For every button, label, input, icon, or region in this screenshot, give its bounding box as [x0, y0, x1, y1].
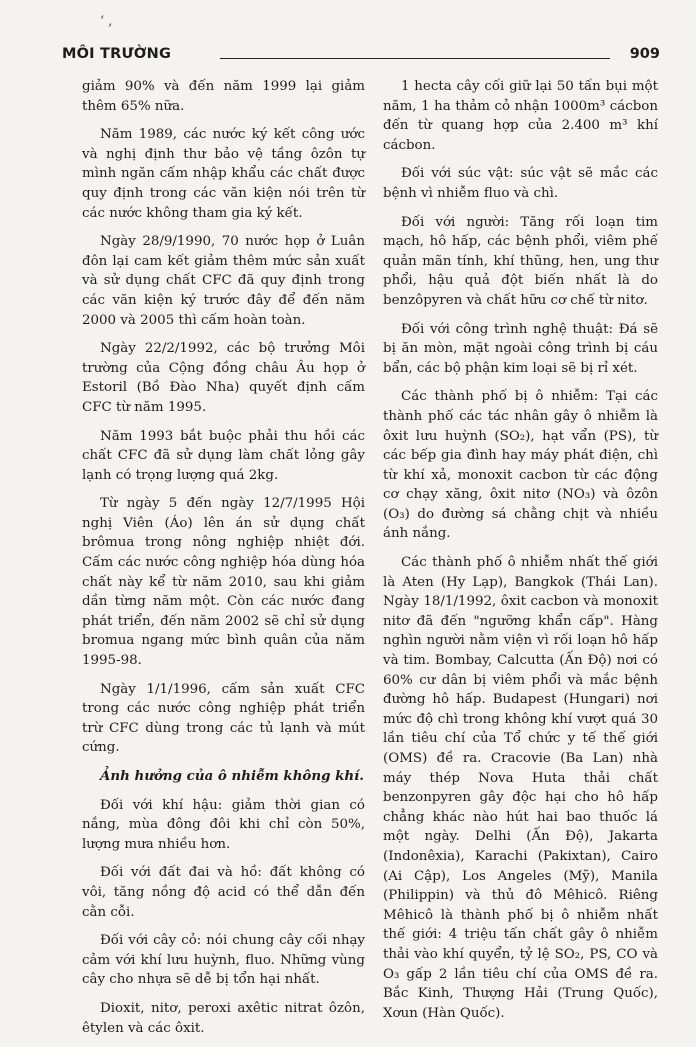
paragraph: Các thành phố ô nhiễm nhất thế giới là Aten (Hy Lạp), Bangkok (Thái Lan). Ngày 18/1/1992, ôxit cacbon và monoxit nitơ đã đến "ngưỡng khẩn cấp". Hàng nghìn người nằm viện vì rối loạn hô hấp và tim. Bombay, Calcutta (Ấn Độ) nơi có 60% cư dân bị viêm phổi và mắc bệnh đường hô hấp. Budapest (Hungari) nơi mức độ chì trong không khí vượt quá 30 lần tiêu chí của Tổ chức y tế thế giới (OMS) đề ra. Cracovie (Ba Lan) nhà máy thép Nova Huta thải chất benzonpyren gây độc hại cho hô hấp chẳng khác nào hút hai bao thuốc lá một ngày. Delhi (Ấn Độ), Jakarta (Indonêxia), Karachi (Pakixtan), Cairo (Ai Cập), Los Angeles (Mỹ), Manila (Philippin) và thủ đô Mêhicô. Riêng Mêhicô là thành phố bị ô nhiễm nhất thế giới: 4 triệu tấn chất gây ô nhiễm thải vào khí quyển, tỷ lệ SO₂, PS, CO và O₃ gấp 2 lần tiêu chí của OMS đề ra. Bắc Kinh, Thượng Hải (Trung Quốc), Xơun (Hàn Quốc).	[383, 555, 658, 1021]
paragraph: Ngày 22/2/1992, các bộ trưởng Môi trường của Cộng đồng châu Âu họp ở Estoril (Bồ Đào Nha) quyết định cấm CFC từ năm 1995.	[82, 341, 365, 415]
running-header	[62, 46, 660, 66]
left-column	[82, 77, 365, 1047]
paragraph: Đối với khí hậu: giảm thời gian có nắng, mùa đông đôi khi chỉ còn 50%, lượng mưa nhiều hơn.	[82, 797, 365, 852]
corner-mark: ‘ ,	[100, 14, 113, 29]
paragraph: Ngày 28/9/1990, 70 nước họp ở Luân đôn lại cam kết giảm thêm mức sản xuất và sử dụng chất CFC đã quy định trong các văn kiện ký trước đây để đến năm 2000 và 2005 thì cấm hoàn toàn.	[82, 234, 365, 328]
paragraph: Đối với công trình nghệ thuật: Đá sẽ bị ăn mòn, mặt ngoài công trình bị cáu bẩn, các bộ phận kim loại sẽ bị rỉ xét.	[383, 321, 658, 376]
paragraph: Đối với súc vật: súc vật sẽ mắc các bệnh vì nhiễm fluo và chì.	[383, 166, 658, 201]
paragraph: Dioxit, nitơ, peroxi axêtic nitrat ôzôn, êtylen và các ôxit.	[82, 1000, 365, 1036]
header-rule	[220, 58, 610, 59]
paragraph: Các thành phố bị ô nhiễm: Tại các thành phố các tác nhân gây ô nhiễm là ôxit lưu huỳnh (SO₂), hạt vẩn (PS), từ các bếp gia đình hay máy phát điện, chì từ khí xả, monoxit cacbon từ các động cơ chạy xăng, ôxit nitơ (NO₃) và ôzôn (O₃) do đường sá chằng chịt và nhiều ánh nắng.	[383, 389, 658, 542]
right-column	[383, 77, 658, 1032]
paragraph: Năm 1993 bắt buộc phải thu hồi các chất CFC đã sử dụng làm chất lỏng gây lạnh có trọng lượng quá 2kg.	[82, 428, 365, 483]
paragraph: Đối với người: Tăng rối loạn tim mạch, hô hấp, các bệnh phổi, viêm phế quản mãn tính, khí thũng, hen, ung thư phổi, hậu quả đột biến nhất là do benzôpyren và chất hữu cơ chế từ nitơ.	[383, 214, 658, 308]
paragraph: Từ ngày 5 đến ngày 12/7/1995 Hội nghị Viên (Áo) lên án sử dụng chất brômua trong nông nghiệp nhiệt đới. Cấm các nước công nghiệp hóa dùng hóa chất này kể từ năm 2010, sau khi giảm dần từng năm một. Còn các nước đang phát triển, đến năm 2002 sẽ chỉ sử dụng bromua ngang mức bình quân của năm 1995-98.	[82, 496, 365, 669]
section-heading: Ảnh hưởng của ô nhiễm không khí.	[100, 768, 364, 784]
page-number: 909	[629, 46, 660, 62]
paragraph: giảm 90% và đến năm 1999 lại giảm thêm 65% nữa.	[82, 79, 365, 114]
paragraph: Ngày 1/1/1996, cấm sản xuất CFC trong các nước công nghiệp phát triển trừ CFC dùng trong các tủ lạnh và mút cứng.	[82, 681, 365, 756]
header-title: MÔI TRƯỜNG	[62, 46, 172, 62]
paragraph: 1 hecta cây cối giữ lại 50 tấn bụi một năm, 1 ha thảm cỏ nhận 1000m³ cácbon đến từ quang hợp của 2.400 m³ khí cácbon.	[383, 79, 658, 153]
paragraph: Năm 1989, các nước ký kết công ước và nghị định thư bảo vệ tầng ôzôn tự mình ngăn cấm nhập khẩu các chất được quy định trong các văn kiện nói trên từ các nước không tham gia ký kết.	[82, 127, 365, 221]
paragraph: Đối với cây cỏ: nói chung cây cối nhạy cảm với khí lưu huỳnh, fluo. Những vùng cây cho nhựa sẽ dễ bị tổn hại nhất.	[82, 933, 365, 988]
paragraph: Đối với đất đai và hồ: đất không có vôi, tăng nồng độ acid có thể dẫn đến cằn cỗi.	[82, 865, 365, 920]
